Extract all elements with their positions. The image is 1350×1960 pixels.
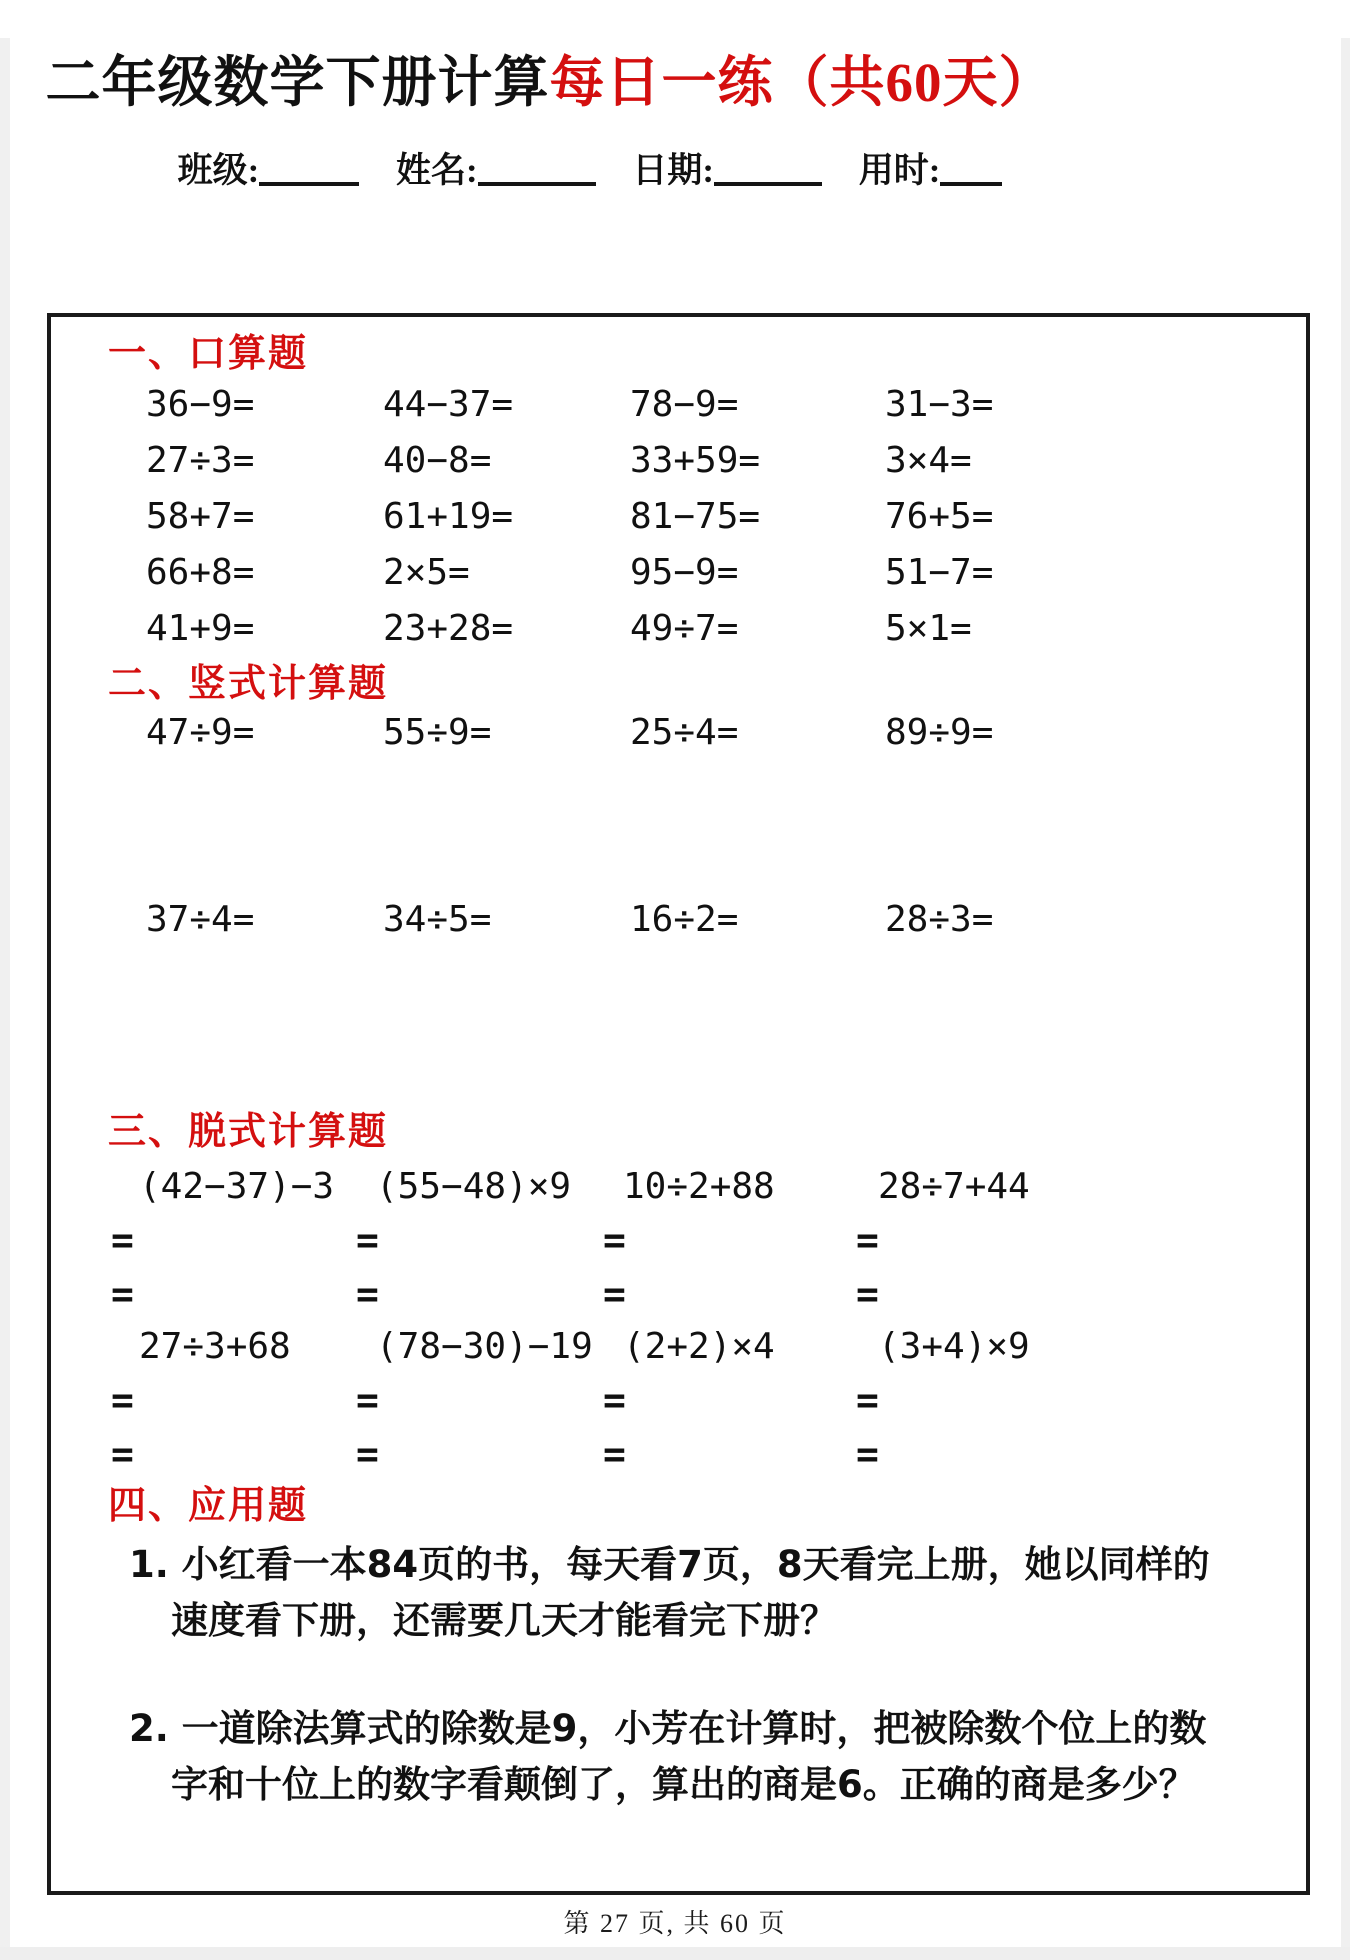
- page-title-black: 二年级数学下册计算: [45, 52, 550, 113]
- problem-cell: 44−37=: [383, 384, 514, 425]
- problem-cell: 2×5=: [383, 552, 470, 593]
- problem-cell: 76+5=: [885, 496, 994, 537]
- word-problem-1: 1. 小红看一本84页的书，每天看7页，8天看完上册，她以同样的速度看下册，还需要几天才能看完下册？: [129, 1543, 1210, 1642]
- field-class-blank: [259, 152, 359, 186]
- oral-row-5: [51, 601, 1306, 657]
- field-time-label: 用时:: [858, 151, 941, 190]
- problem-cell: 33+59=: [630, 440, 761, 481]
- stepwise-equals-row: [51, 1427, 1306, 1481]
- problem-cell: (55−48)×9: [376, 1166, 572, 1207]
- vertical-row-2: [51, 894, 1306, 946]
- equals-sign: =: [356, 1432, 379, 1476]
- field-name-blank: [478, 152, 596, 186]
- equals-sign: =: [111, 1272, 134, 1316]
- page-footer: 第 27 页, 共 60 页: [563, 1909, 787, 1938]
- stepwise-equals-row: [51, 1373, 1306, 1427]
- problem-cell: 5×1=: [885, 608, 972, 649]
- equals-sign: =: [856, 1218, 879, 1262]
- problem-cell: 95−9=: [630, 552, 739, 593]
- oral-row-4: [51, 545, 1306, 601]
- section-heading-word: 四、应用题: [108, 1485, 309, 1527]
- field-name: [396, 143, 596, 193]
- page-title-red: 每日一练（共60天）: [549, 52, 1055, 113]
- field-class: [178, 143, 360, 193]
- field-time-blank: [940, 152, 1002, 186]
- problem-cell: 47÷9=: [146, 712, 255, 753]
- vertical-row-1: [51, 707, 1306, 759]
- problem-cell: 61+19=: [383, 496, 514, 537]
- problem-cell: 10÷2+88: [623, 1166, 775, 1207]
- stepwise-equals-row: [51, 1267, 1306, 1321]
- page-edge-left: [0, 38, 10, 1960]
- oral-row-3: [51, 489, 1306, 545]
- problem-cell: 89÷9=: [885, 712, 994, 753]
- oral-row-2: [51, 433, 1306, 489]
- field-date-label: 日期:: [632, 151, 715, 190]
- problem-cell: 78−9=: [630, 384, 739, 425]
- problem-cell: 51−7=: [885, 552, 994, 593]
- problem-cell: 55÷9=: [383, 712, 492, 753]
- equals-sign: =: [356, 1378, 379, 1422]
- equals-sign: =: [356, 1272, 379, 1316]
- field-date-blank: [714, 152, 822, 186]
- oral-row-1: [51, 377, 1306, 433]
- problem-cell: 37÷4=: [146, 899, 255, 940]
- equals-sign: =: [856, 1272, 879, 1316]
- problem-cell: (78−30)−19: [376, 1326, 593, 1367]
- equals-sign: =: [111, 1378, 134, 1422]
- work-space: [51, 946, 1306, 1109]
- field-date: [632, 143, 822, 193]
- equals-sign: =: [603, 1378, 626, 1422]
- equals-sign: =: [603, 1272, 626, 1316]
- section-heading-oral: 一、口算题: [108, 333, 309, 375]
- equals-sign: =: [111, 1218, 134, 1262]
- stepwise-row-2: [51, 1321, 1306, 1373]
- problem-cell: 36−9=: [146, 384, 255, 425]
- equals-sign: =: [111, 1432, 134, 1476]
- page-title: [0, 38, 1100, 117]
- equals-sign: =: [603, 1218, 626, 1262]
- page-edge-bottom: [0, 1947, 1350, 1960]
- problem-cell: 81−75=: [630, 496, 761, 537]
- problem-cell: 49÷7=: [630, 608, 739, 649]
- equals-sign: =: [603, 1432, 626, 1476]
- problem-cell: 28÷3=: [885, 899, 994, 940]
- field-class-label: 班级:: [177, 151, 260, 190]
- problem-cell: (42−37)−3: [139, 1166, 335, 1207]
- stepwise-equals-row: [51, 1213, 1306, 1267]
- problem-cell: 31−3=: [885, 384, 994, 425]
- worksheet-box: [47, 313, 1310, 1895]
- section-heading-vertical: 二、竖式计算题: [108, 663, 389, 705]
- equals-sign: =: [856, 1378, 879, 1422]
- field-time: [859, 143, 1003, 193]
- problem-cell: 27÷3+68: [139, 1326, 291, 1367]
- problem-cell: (3+4)×9: [878, 1326, 1030, 1367]
- problem-cell: 34÷5=: [383, 899, 492, 940]
- section-heading-stepwise: 三、脱式计算题: [108, 1111, 389, 1153]
- problem-cell: 3×4=: [885, 440, 972, 481]
- header-fields: [0, 143, 1180, 193]
- problem-cell: 40−8=: [383, 440, 492, 481]
- page-edge-right: [1341, 38, 1350, 1960]
- word-problem-2: 2. 一道除法算式的除数是9，小芳在计算时，把被除数个位上的数字和十位上的数字看颠倒了，算出的商是6。正确的商是多少？: [129, 1707, 1207, 1806]
- problem-cell: 23+28=: [383, 608, 514, 649]
- problem-cell: 66+8=: [146, 552, 255, 593]
- problem-cell: 25÷4=: [630, 712, 739, 753]
- problem-cell: 41+9=: [146, 608, 255, 649]
- problem-cell: 16÷2=: [630, 899, 739, 940]
- problem-cell: 27÷3=: [146, 440, 255, 481]
- work-space: [51, 759, 1306, 894]
- problem-cell: 28÷7+44: [878, 1166, 1030, 1207]
- problem-cell: 58+7=: [146, 496, 255, 537]
- equals-sign: =: [356, 1218, 379, 1262]
- stepwise-row-1: [51, 1161, 1306, 1213]
- problem-cell: (2+2)×4: [623, 1326, 775, 1367]
- field-name-label: 姓名:: [395, 151, 478, 190]
- equals-sign: =: [856, 1432, 879, 1476]
